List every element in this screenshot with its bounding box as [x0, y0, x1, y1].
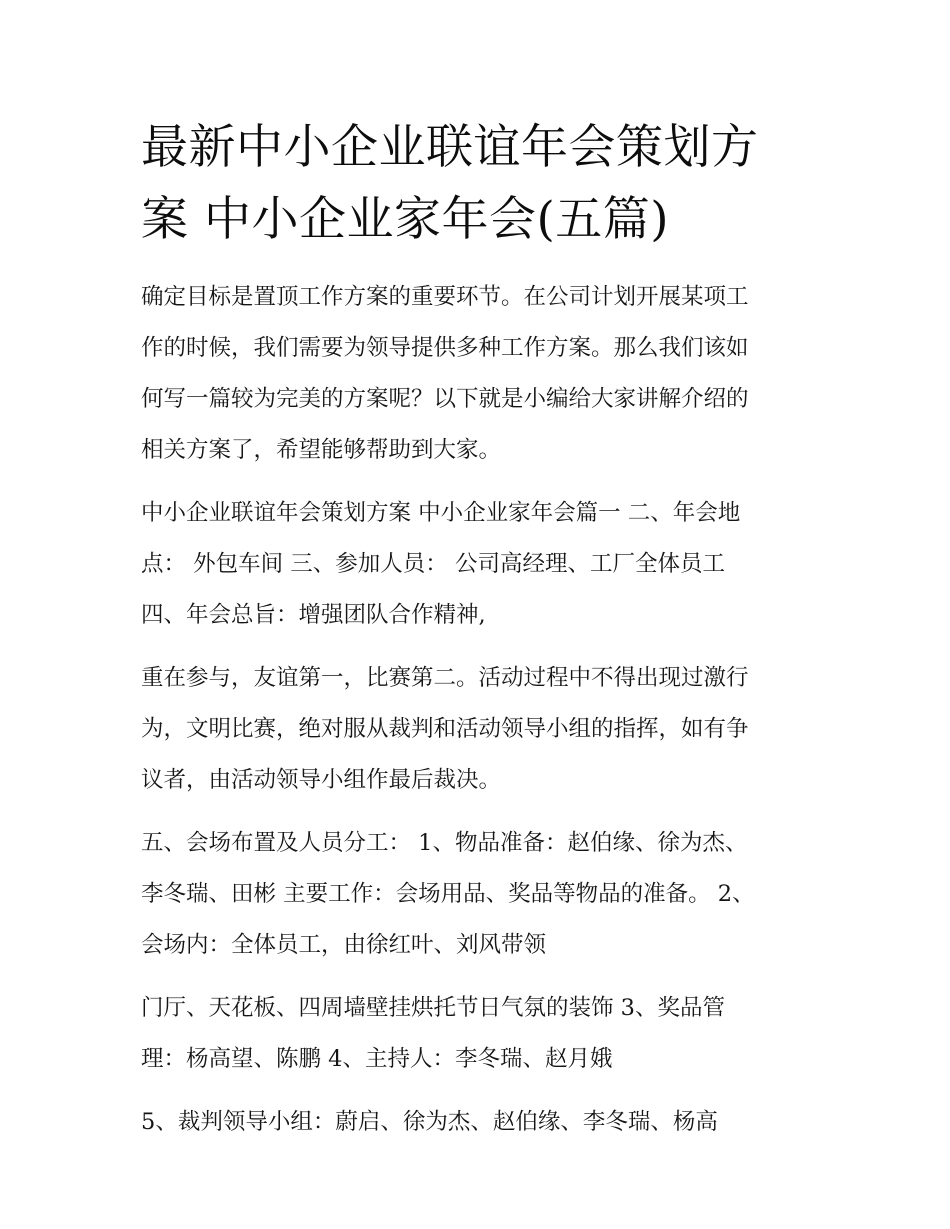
text-line: 会场内：全体员工，由徐红叶、刘风带领 — [141, 932, 547, 958]
text-line: 相关方案了，希望能够帮助到大家。 — [141, 437, 502, 463]
text-line: 李冬瑞、田彬 主要工作：会场用品、奖品等物品的准备。 2、 — [141, 881, 755, 907]
document-title — [141, 112, 821, 256]
text-line: 重在参与，友谊第一，比赛第二。活动过程中不得出现过激行 — [141, 665, 749, 691]
text-line: 四、年会总旨：增强团队合作精神, — [141, 602, 486, 628]
paragraph-judges — [141, 1097, 821, 1148]
text-line: 五、会场布置及人员分工： 1、物品准备：赵伯缘、徐为杰、 — [141, 830, 748, 856]
paragraph-intro — [141, 272, 821, 476]
paragraph-overview — [141, 488, 821, 641]
document-content — [141, 112, 821, 1148]
text-line: 确定目标是置顶工作方案的重要环节。在公司计划开展某项工 — [141, 284, 749, 310]
text-line: 何写一篇较为完美的方案呢？以下就是小编给大家讲解介绍的 — [141, 386, 749, 412]
text-line: 作的时候，我们需要为领导提供多种工作方案。那么我们该如 — [141, 335, 749, 361]
text-line: 理：杨高望、陈鹏 4、主持人：李冬瑞、赵月娥 — [141, 1046, 613, 1072]
paragraph-venue-setup — [141, 818, 821, 971]
paragraph-decoration — [141, 983, 821, 1085]
text-line: 议者，由活动领导小组作最后裁决。 — [141, 767, 502, 793]
paragraph-rules — [141, 653, 821, 806]
text-line: 点： 外包车间 三、参加人员： 公司高经理、工厂全体员工 — [141, 551, 725, 577]
text-line: 为，文明比赛，绝对服从裁判和活动领导小组的指挥，如有争 — [141, 716, 749, 742]
title-line-1: 最新中小企业联谊年会策划方 — [141, 120, 759, 175]
text-line: 门厅、天花板、四周墙壁挂烘托节日气氛的装饰 3、奖品管 — [141, 995, 725, 1021]
text-line: 中小企业联谊年会策划方案 中小企业家年会篇一 二、年会地 — [141, 500, 741, 526]
text-line: 5、裁判领导小组：蔚启、徐为杰、赵伯缘、李冬瑞、杨高 — [141, 1109, 718, 1135]
title-line-2: 案 中小企业家年会(五篇) — [141, 192, 670, 247]
